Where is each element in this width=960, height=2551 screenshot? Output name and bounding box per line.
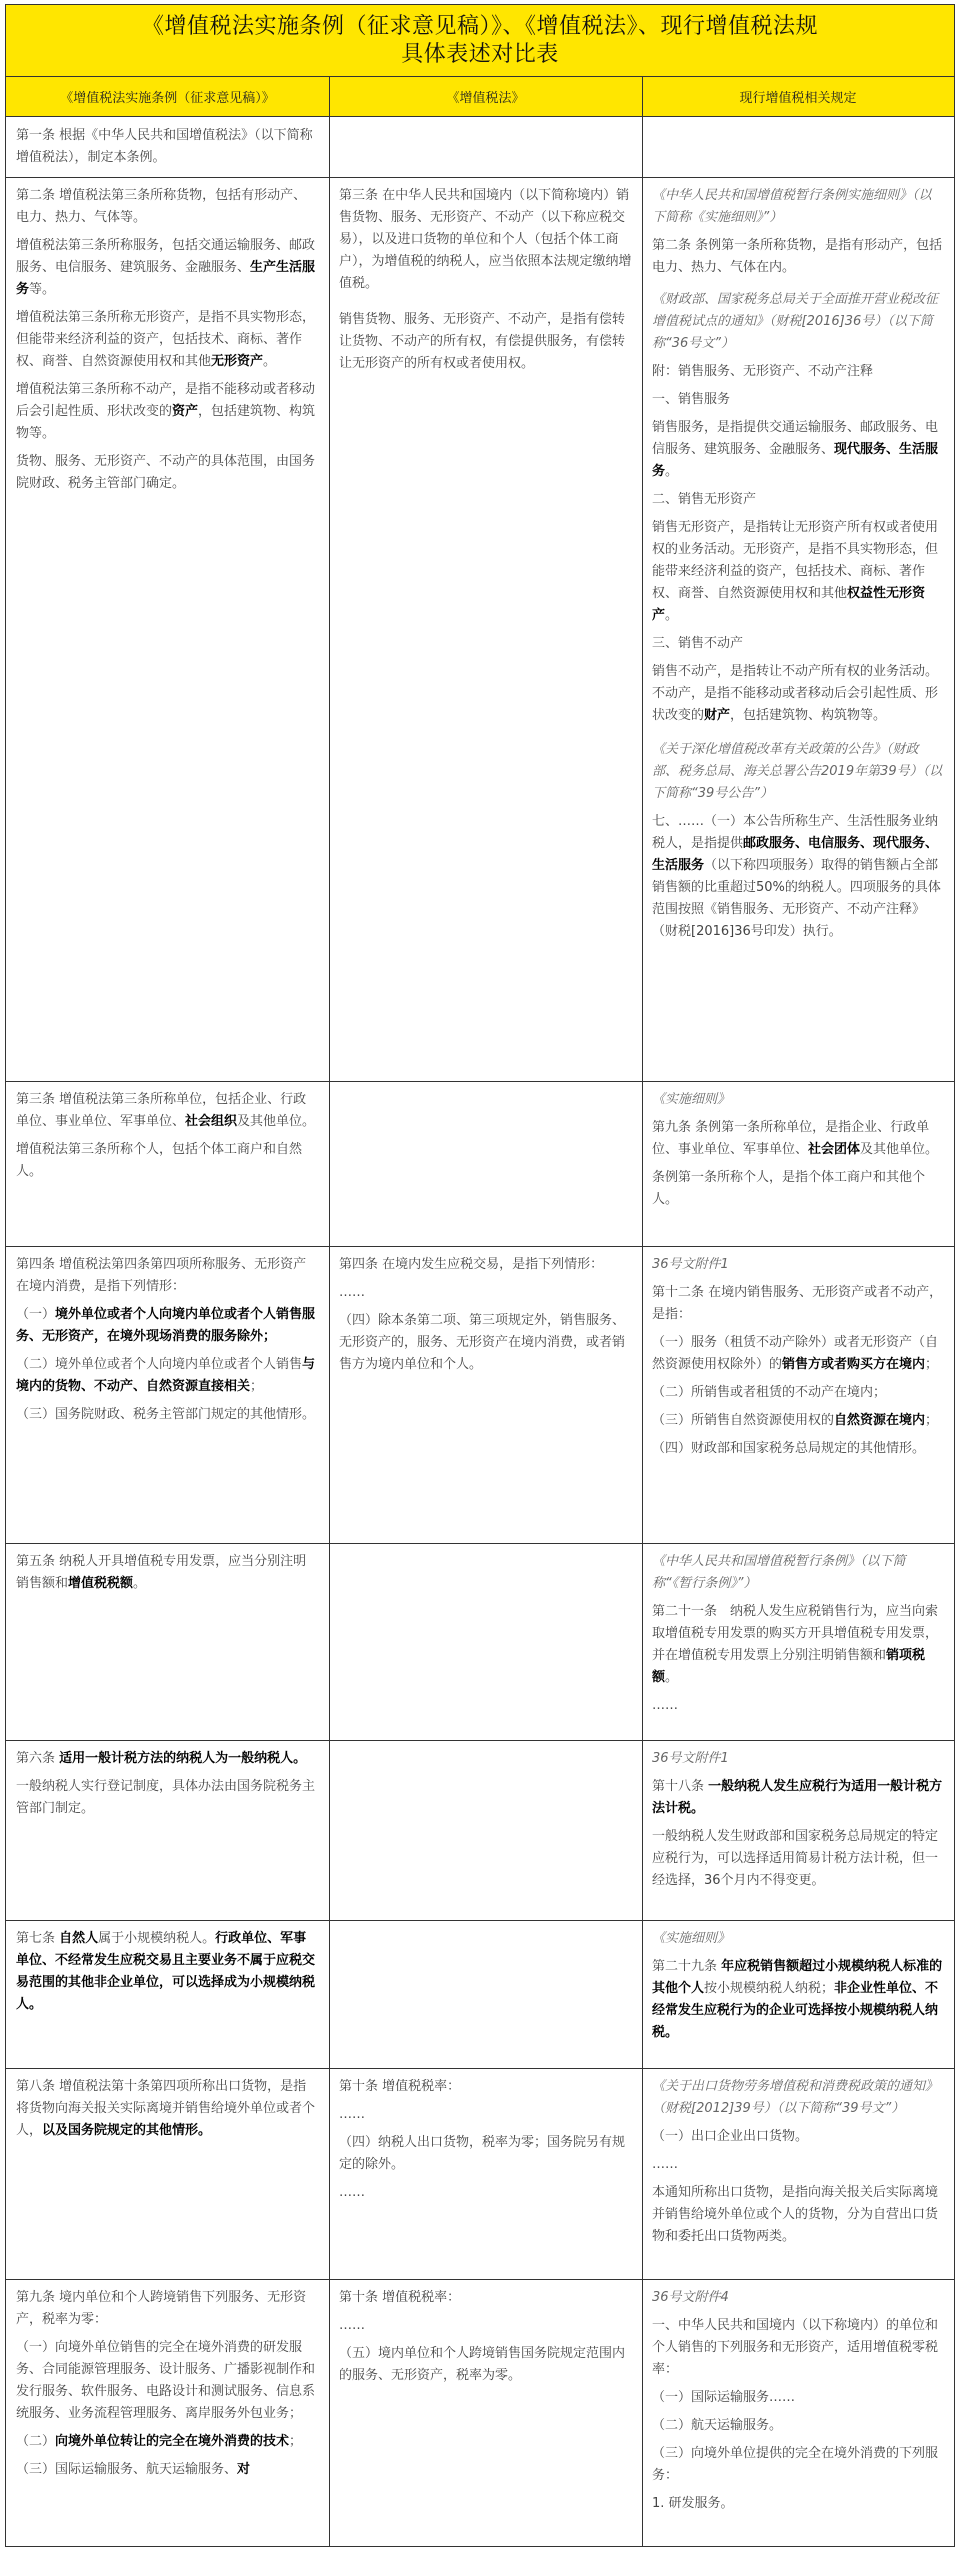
clause-text: 第二十九条 xyxy=(652,1959,722,1974)
clause-text: 按小规模纳税人纳税； xyxy=(704,1981,835,1996)
clause-text: 七、……（一）本公告所称生产、生活性服务业纳税人，是指提供 xyxy=(652,814,939,851)
clause-text: ，包括建筑物、构筑物等。 xyxy=(16,404,316,441)
column-header-vat-law: 《增值税法》 xyxy=(446,91,525,106)
clause-text: 一般纳税人发生财政部和国家税务总局规定的特定应税行为，可以选择适用简易计税方法计税，但一经选择，36个月内不得变更。 xyxy=(652,1829,939,1888)
table-title xyxy=(6,5,954,77)
clause-text xyxy=(16,1089,319,1133)
clause-text: ； xyxy=(250,1379,264,1394)
article-4-vat-law xyxy=(329,1254,642,1382)
column-header-current-rules: 现行增值税相关规定 xyxy=(739,91,857,106)
article-8-draft xyxy=(6,2076,329,2148)
emphasis-text: 销售方或者购买方在境内 xyxy=(782,1357,926,1372)
clause-text xyxy=(652,1117,944,1161)
clause-text: 《中华人民共和国增值税暂行条例实施细则》（以下简称《实施细则》”） xyxy=(652,188,932,225)
column-header-row xyxy=(6,77,954,117)
clause-text: （二） xyxy=(16,2434,56,2449)
clause-text: 第十条 增值税税率： xyxy=(339,2290,461,2305)
emphasis-text: 对 xyxy=(237,2462,251,2477)
clause-text: …… xyxy=(339,2318,365,2333)
emphasis-text: 社会团体 xyxy=(808,1142,861,1157)
clause-text xyxy=(16,1354,319,1398)
clause-text: 销售不动产，是指转让不动产所有权的业务活动。不动产，是指不能移动或者移动后会引起性质、形状改变的 xyxy=(652,664,939,723)
row-divider xyxy=(6,1081,954,1082)
row-divider xyxy=(6,2279,954,2280)
emphasis-text: 销项税额 xyxy=(652,1648,926,1685)
emphasis-text: 自然人 xyxy=(59,1931,99,1946)
clause-text: 36号文附件4 xyxy=(652,2290,729,2305)
clause-text: 条例第一条所称个人，是指个体工商户和其他个人。 xyxy=(652,1170,926,1207)
clause-text xyxy=(652,1332,944,1376)
emphasis-text: 资产 xyxy=(172,404,199,419)
clause-text xyxy=(652,517,944,627)
clause-text: …… xyxy=(339,2107,365,2122)
clause-text: （四）纳税人出口货物，税率为零；国务院另有规定的除外。 xyxy=(339,2135,626,2172)
clause-text: 第三条 增值税法第三条所称单位，包括企业、行政单位、事业单位、军事单位、 xyxy=(16,1092,307,1129)
emphasis-text: 行政单位、军事单位、不经常发生应税交易且主要业务不属于应税交易范围的其他非企业单位，可以选择成为小规模纳税人。 xyxy=(16,1931,316,2012)
clause-text: ； xyxy=(925,1413,939,1428)
article-10-vat-law-export xyxy=(329,2076,642,2210)
article-7-draft xyxy=(6,1928,329,2022)
row-divider xyxy=(6,2068,954,2069)
emphasis-text: 现代服务、生活服务 xyxy=(652,442,939,479)
clause-text: 销售无形资产，是指转让无形资产所有权或者使用权的业务活动。无形资产，是指不具实物形态，但能带来经济利益的资产，包括技术、商标、著作权、商誉、自然资源使用权和其他 xyxy=(652,520,939,601)
emphasis-text: 生产生活服务 xyxy=(16,260,316,297)
clause-text: 。 xyxy=(133,1576,147,1591)
clause-text: （四）财政部和国家税务总局规定的其他情形。 xyxy=(652,1441,926,1456)
clause-text xyxy=(652,1601,944,1689)
clause-text: 附：销售服务、无形资产、不动产注释 xyxy=(652,364,874,379)
clause-text: 第七条 xyxy=(16,1931,60,1946)
current-rules-goods-services xyxy=(642,185,954,949)
clause-text: 1. 研发服务。 xyxy=(652,2496,734,2511)
emphasis-text: 无形资产 xyxy=(211,354,264,369)
current-rules-territory xyxy=(642,1254,954,1466)
clause-text: 第五条 纳税人开具增值税专用发票，应当分别注明销售额和 xyxy=(16,1554,307,1591)
clause-text: （四）除本条第二项、第三项规定外，销售服务、无形资产的，服务、无形资产在境内消费，或者销售方为境内单位和个人。 xyxy=(339,1313,626,1372)
clause-text: 36号文附件1 xyxy=(652,1257,729,1272)
article-3-vat-law xyxy=(329,185,642,381)
clause-text: 第四条 在境内发生应税交易，是指下列情形： xyxy=(339,1257,604,1272)
clause-text xyxy=(16,1304,319,1348)
clause-text: 第十条 增值税税率： xyxy=(339,2079,461,2094)
clause-text: 《关于深化增值税改革有关政策的公告》（财政部、税务总局、海关总署公告2019年第39号）（以下简称“39号公告”） xyxy=(652,742,943,801)
clause-text xyxy=(16,2459,319,2481)
clause-text: 增值税法第三条所称个人，包括个体工商户和自然人。 xyxy=(16,1142,303,1179)
clause-text: 销售服务，是指提供交通运输服务、邮政服务、电信服务、建筑服务、金融服务、 xyxy=(652,420,939,457)
clause-text xyxy=(16,1748,319,1770)
current-rules-units xyxy=(642,1089,954,1217)
emphasis-text: 年应税销售额超过小规模纳税人标准的其他个人 xyxy=(652,1959,943,1996)
emphasis-text: 邮政服务、电信服务、现代服务、生活服务 xyxy=(652,836,939,873)
clause-text: …… xyxy=(652,2157,678,2172)
title-line-1: 《增值税法实施条例（征求意见稿）》、《增值税法》、现行增值税法规 xyxy=(141,13,818,39)
row-divider xyxy=(6,1920,954,1921)
clause-text: 第一条 根据《中华人民共和国增值税法》（以下简称增值税法），制定本条例。 xyxy=(16,128,313,165)
title-line-2: 具体表述对比表 xyxy=(401,41,559,67)
article-1-draft xyxy=(6,125,329,175)
row-divider xyxy=(6,177,954,178)
clause-text: …… xyxy=(652,1698,678,1713)
clause-text: （一）服务（租赁不动产除外）或者无形资产（自然资源使用权除外）的 xyxy=(652,1335,939,1372)
clause-text: 及其他单位。 xyxy=(237,1114,316,1129)
clause-text xyxy=(16,307,319,373)
clause-text xyxy=(16,1551,319,1595)
row-divider xyxy=(6,1246,954,1247)
clause-text: 一、中华人民共和国境内（以下称境内）的单位和个人销售的下列服务和无形资产，适用增值税零税率： xyxy=(652,2318,939,2377)
clause-text: （一） xyxy=(16,1307,56,1322)
clause-text: 一般纳税人实行登记制度，具体办法由国务院税务主管部门制定。 xyxy=(16,1779,316,1816)
clause-text: （三）国际运输服务、航天运输服务、 xyxy=(16,2462,238,2477)
clause-text: 第十八条 xyxy=(652,1779,709,1794)
clause-text: 第六条 xyxy=(16,1751,60,1766)
article-5-draft xyxy=(6,1551,329,1601)
clause-text: 第四条 增值税法第四条第四项所称服务、无形资产在境内消费，是指下列情形： xyxy=(16,1257,307,1294)
clause-text: 第十二条 在境内销售服务、无形资产或者不动产，是指： xyxy=(652,1285,943,1322)
clause-text: …… xyxy=(339,2185,365,2200)
clause-text: …… xyxy=(339,1285,365,1300)
clause-text: ； xyxy=(925,1357,939,1372)
emphasis-text: 适用一般计税方法的纳税人为一般纳税人。 xyxy=(59,1751,307,1766)
article-2-draft xyxy=(6,185,329,501)
clause-text: 第二十一条 纳税人发生应税销售行为，应当向索取增值税专用发票的购买方开具增值税专用发票，并在增值税专用发票上分别注明销售额和 xyxy=(652,1604,939,1663)
clause-text xyxy=(16,2076,319,2142)
clause-text: 《实施细则》 xyxy=(652,1931,731,1946)
clause-text: 增值税法第三条所称无形资产，是指不具实物形态，但能带来经济利益的资产，包括技术、商标、著作权、商誉、自然资源使用权和其他 xyxy=(16,310,316,369)
clause-text: 三、销售不动产 xyxy=(652,636,744,651)
clause-text: （三）国务院财政、税务主管部门规定的其他情形。 xyxy=(16,1407,316,1422)
emphasis-text: 境外单位或者个人向境内单位或者个人销售服务、无形资产，在境外现场消费的服务除外； xyxy=(16,1307,316,1344)
emphasis-text: 与境内的货物、不动产、自然资源直接相关 xyxy=(16,1357,316,1394)
clause-text xyxy=(652,1410,944,1432)
current-rules-general-taxpayer xyxy=(642,1748,954,1898)
clause-text: 第二条 条例第一条所称货物，是指有形动产，包括电力、热力、气体在内。 xyxy=(652,238,943,275)
article-4-draft xyxy=(6,1254,329,1432)
current-rules-export xyxy=(642,2076,954,2254)
clause-text: 第二条 增值税法第三条所称货物，包括有形动产、电力、热力、气体等。 xyxy=(16,188,307,225)
emphasis-text: 以及国务院规定的其他情形。 xyxy=(42,2123,212,2138)
article-3-draft xyxy=(6,1089,329,1189)
clause-text: 增值税法第三条所称服务，包括交通运输服务、邮政服务、电信服务、建筑服务、金融服务、 xyxy=(16,238,316,275)
clause-text: （二）所销售或者租赁的不动产在境内； xyxy=(652,1385,887,1400)
clause-text: 36号文附件1 xyxy=(652,1751,729,1766)
clause-text: 第八条 增值税法第十条第四项所称出口货物，是指将货物向海关报关实际离境并销售给境外单位或者个人， xyxy=(16,2079,316,2138)
clause-text xyxy=(652,661,944,727)
clause-text xyxy=(16,2431,319,2453)
emphasis-text: 财产 xyxy=(704,708,731,723)
comparison-table xyxy=(5,4,955,2547)
clause-text: 。 xyxy=(665,1670,679,1685)
clause-text xyxy=(652,417,944,483)
clause-text: 。 xyxy=(665,608,679,623)
emphasis-text: 非企业性单位、不经常发生应税行为的企业可选择按小规模纳税人纳税。 xyxy=(652,1981,939,2040)
clause-text: 《财政部、国家税务总局关于全面推开营业税改征增值税试点的通知》（财税[2016]36号）（以下简称“36号文”） xyxy=(652,292,939,351)
clause-text: 增值税法第三条所称不动产，是指不能移动或者移动后会引起性质、形状改变的 xyxy=(16,382,316,419)
clause-text xyxy=(652,1956,944,2044)
clause-text: （一）向境外单位销售的完全在境外消费的研发服务、合同能源管理服务、设计服务、广播影视制作和发行服务、软件服务、电路设计和测试服务、信息系统服务、业务流程管理服务、离岸服务外包业务； xyxy=(16,2340,316,2421)
article-10-vat-law-cross-border xyxy=(329,2287,642,2393)
clause-text: 。 xyxy=(665,464,679,479)
clause-text: 第三条 在中华人民共和国境内（以下简称境内）销售货物、服务、无形资产、不动产（以下称应税交易），以及进口货物的单位和个人（包括个体工商户），为增值税的纳税人，应当依照本法规定缴纳增值税。 xyxy=(339,188,632,291)
clause-text: （二）航天运输服务。 xyxy=(652,2418,783,2433)
clause-text: （一）国际运输服务…… xyxy=(652,2390,796,2405)
current-rules-small-scale xyxy=(642,1928,954,2050)
clause-text: 第九条 境内单位和个人跨境销售下列服务、无形资产，税率为零： xyxy=(16,2290,307,2327)
emphasis-text: 增值税税额 xyxy=(68,1576,134,1591)
clause-text: （一）出口企业出口货物。 xyxy=(652,2129,809,2144)
clause-text: 本通知所称出口货物，是指向海关报关后实际离境并销售给境外单位或个人的货物，分为自营出口货物和委托出口货物两类。 xyxy=(652,2185,939,2244)
current-rules-invoice xyxy=(642,1551,954,1723)
emphasis-text: 权益性无形资产 xyxy=(652,586,926,623)
article-9-draft xyxy=(6,2287,329,2487)
clause-text: （二）境外单位或者个人向境内单位或者个人销售 xyxy=(16,1357,303,1372)
emphasis-text: 自然资源在境内 xyxy=(834,1413,926,1428)
clause-text: 及其他单位。 xyxy=(860,1142,939,1157)
clause-text xyxy=(652,811,944,943)
clause-text: 属于小规模纳税人。 xyxy=(98,1931,216,1946)
clause-text: 《关于出口货物劳务增值税和消费税政策的通知》（财税[2012]39号）（以下简称“39号文”） xyxy=(652,2079,939,2116)
clause-text: 二、销售无形资产 xyxy=(652,492,757,507)
clause-text: 等。 xyxy=(29,282,56,297)
clause-text: 。 xyxy=(263,354,277,369)
column-header-draft-regulations: 《增值税法实施条例（征求意见稿）》 xyxy=(60,91,275,106)
clause-text xyxy=(16,1928,319,2016)
clause-text: 第九条 条例第一条所称单位，是指企业、行政单位、事业单位、军事单位、 xyxy=(652,1120,930,1157)
clause-text: （以下称四项服务）取得的销售额占全部销售额的比重超过50%的纳税人。四项服务的具体范围按照《销售服务、无形资产、不动产注释》（财税[2016]36号印发）执行。 xyxy=(652,858,941,939)
emphasis-text: 一般纳税人发生应税行为适用一般计税方法计税。 xyxy=(652,1779,943,1816)
clause-text xyxy=(652,1776,944,1820)
clause-text: 《中华人民共和国增值税暂行条例》（以下简称“《暂行条例》”） xyxy=(652,1554,906,1591)
clause-text: 一、销售服务 xyxy=(652,392,731,407)
current-rules-zero-rate xyxy=(642,2287,954,2521)
clause-text xyxy=(16,235,319,301)
clause-text: （三）向境外单位提供的完全在境外消费的下列服务： xyxy=(652,2446,939,2483)
row-divider xyxy=(6,1740,954,1741)
clause-text: 货物、服务、无形资产、不动产的具体范围，由国务院财政、税务主管部门确定。 xyxy=(16,454,316,491)
emphasis-text: 向境外单位转让的完全在境外消费的技术 xyxy=(55,2434,290,2449)
clause-text: （三）所销售自然资源使用权的 xyxy=(652,1413,835,1428)
clause-text: 《实施细则》 xyxy=(652,1092,731,1107)
clause-text: （五）境内单位和个人跨境销售国务院规定范围内的服务、无形资产，税率为零。 xyxy=(339,2346,626,2383)
article-6-draft xyxy=(6,1748,329,1826)
clause-text: ，包括建筑物、构筑物等。 xyxy=(730,708,887,723)
row-divider xyxy=(6,1543,954,1544)
clause-text: ； xyxy=(289,2434,303,2449)
emphasis-text: 社会组织 xyxy=(185,1114,238,1129)
clause-text: 销售货物、服务、无形资产、不动产，是指有偿转让货物、不动产的所有权，有偿提供服务，有偿转让无形资产的所有权或者使用权。 xyxy=(339,312,626,371)
clause-text xyxy=(16,379,319,445)
